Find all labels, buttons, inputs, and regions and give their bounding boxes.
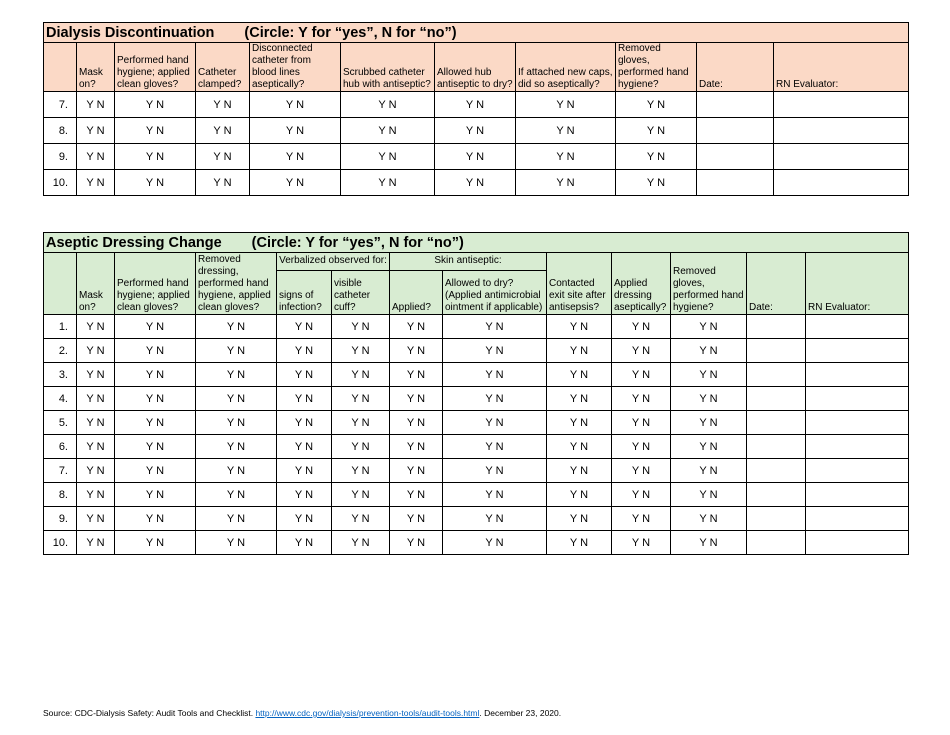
- aseptic-dressing-change-table: [43, 232, 909, 555]
- yes-no-cell[interactable]: Y N: [547, 459, 612, 483]
- yes-no-cell[interactable]: Y N: [341, 118, 435, 144]
- table-row: [44, 507, 909, 531]
- dressing-header-dry: Allowed to dry? (Applied antimicrobial ointment if applicable): [443, 271, 547, 315]
- row-number: 7.: [44, 92, 77, 118]
- yes-no-cell[interactable]: Y N: [277, 507, 332, 531]
- yes-no-cell[interactable]: Y N: [77, 118, 115, 144]
- yes-no-cell[interactable]: Y N: [77, 531, 115, 555]
- yes-no-cell[interactable]: Y N: [277, 363, 332, 387]
- discontinuation-header-4: Disconnected catheter from blood lines aseptically?: [250, 43, 341, 92]
- yes-no-cell[interactable]: Y N: [671, 363, 747, 387]
- yes-no-cell[interactable]: Y N: [115, 339, 196, 363]
- blank-cell[interactable]: [697, 144, 774, 170]
- yes-no-cell[interactable]: Y N: [77, 483, 115, 507]
- blank-cell[interactable]: [747, 531, 806, 555]
- blank-cell[interactable]: [747, 363, 806, 387]
- yes-no-cell[interactable]: Y N: [616, 118, 697, 144]
- yes-no-cell[interactable]: Y N: [671, 459, 747, 483]
- yes-no-cell[interactable]: Y N: [547, 411, 612, 435]
- yes-no-cell[interactable]: Y N: [115, 483, 196, 507]
- dressing-title: Aseptic Dressing Change: [46, 234, 222, 251]
- yes-no-cell[interactable]: Y N: [77, 387, 115, 411]
- blank-cell[interactable]: [747, 315, 806, 339]
- row-number: 7.: [44, 459, 77, 483]
- yes-no-cell[interactable]: Y N: [435, 144, 516, 170]
- discontinuation-header-2: Performed hand hygiene; applied clean gloves?: [115, 43, 196, 92]
- table-row: [44, 170, 909, 196]
- yes-no-cell[interactable]: Y N: [612, 363, 671, 387]
- yes-no-cell[interactable]: Y N: [115, 144, 196, 170]
- yes-no-cell[interactable]: Y N: [390, 315, 443, 339]
- blank-cell[interactable]: [806, 531, 909, 555]
- dressing-header-gloves: Removed gloves, performed hand hygiene?: [671, 253, 747, 315]
- yes-no-cell[interactable]: Y N: [547, 435, 612, 459]
- table-row: [44, 363, 909, 387]
- yes-no-cell[interactable]: Y N: [547, 507, 612, 531]
- yes-no-cell[interactable]: Y N: [671, 339, 747, 363]
- yes-no-cell[interactable]: Y N: [390, 507, 443, 531]
- yes-no-cell[interactable]: Y N: [277, 315, 332, 339]
- blank-cell[interactable]: [806, 387, 909, 411]
- yes-no-cell[interactable]: Y N: [250, 92, 341, 118]
- discontinuation-header-7: If attached new caps, did so aseptically?: [516, 43, 616, 92]
- yes-no-cell[interactable]: Y N: [671, 315, 747, 339]
- table-row: [44, 144, 909, 170]
- blank-cell[interactable]: [747, 507, 806, 531]
- blank-cell[interactable]: [697, 118, 774, 144]
- discontinuation-header-1: Mask on?: [77, 43, 115, 92]
- row-number: 8.: [44, 118, 77, 144]
- dressing-header-rn: RN Evaluator:: [806, 253, 909, 315]
- yes-no-cell[interactable]: Y N: [115, 507, 196, 531]
- yes-no-cell[interactable]: Y N: [671, 435, 747, 459]
- yes-no-cell[interactable]: Y N: [671, 387, 747, 411]
- row-number: 2.: [44, 339, 77, 363]
- yes-no-cell[interactable]: Y N: [612, 483, 671, 507]
- yes-no-cell[interactable]: Y N: [77, 170, 115, 196]
- yes-no-cell[interactable]: Y N: [443, 411, 547, 435]
- yes-no-cell[interactable]: Y N: [390, 531, 443, 555]
- yes-no-cell[interactable]: Y N: [277, 459, 332, 483]
- blank-cell[interactable]: [774, 144, 909, 170]
- yes-no-cell[interactable]: Y N: [196, 483, 277, 507]
- discontinuation-header-8: Removed gloves, performed hand hygiene?: [616, 43, 697, 92]
- blank-cell[interactable]: [774, 118, 909, 144]
- blank-cell[interactable]: [747, 435, 806, 459]
- yes-no-cell[interactable]: Y N: [77, 144, 115, 170]
- row-number: 6.: [44, 435, 77, 459]
- blank-cell[interactable]: [697, 170, 774, 196]
- row-number: 1.: [44, 315, 77, 339]
- yes-no-cell[interactable]: Y N: [612, 507, 671, 531]
- yes-no-cell[interactable]: Y N: [443, 363, 547, 387]
- dressing-header-aseptic: Applied dressing aseptically?: [612, 253, 671, 315]
- dialysis-discontinuation-table: [43, 22, 909, 196]
- yes-no-cell[interactable]: Y N: [115, 118, 196, 144]
- yes-no-cell[interactable]: Y N: [196, 435, 277, 459]
- yes-no-cell[interactable]: Y N: [547, 531, 612, 555]
- blank-cell[interactable]: [806, 315, 909, 339]
- dressing-header-mask: Mask on?: [77, 253, 115, 315]
- yes-no-cell[interactable]: Y N: [115, 531, 196, 555]
- yes-no-cell[interactable]: Y N: [196, 363, 277, 387]
- yes-no-cell[interactable]: Y N: [390, 483, 443, 507]
- yes-no-cell[interactable]: Y N: [196, 411, 277, 435]
- yes-no-cell[interactable]: Y N: [341, 170, 435, 196]
- yes-no-cell[interactable]: Y N: [332, 315, 390, 339]
- yes-no-cell[interactable]: Y N: [390, 339, 443, 363]
- yes-no-cell[interactable]: Y N: [332, 387, 390, 411]
- yes-no-cell[interactable]: Y N: [547, 363, 612, 387]
- yes-no-cell[interactable]: Y N: [516, 170, 616, 196]
- yes-no-cell[interactable]: Y N: [547, 387, 612, 411]
- dressing-header-hygiene: Performed hand hygiene; applied clean gloves?: [115, 253, 196, 315]
- yes-no-cell[interactable]: Y N: [612, 459, 671, 483]
- row-number: 5.: [44, 411, 77, 435]
- yes-no-cell[interactable]: Y N: [332, 459, 390, 483]
- yes-no-cell[interactable]: Y N: [671, 507, 747, 531]
- discontinuation-header-10: RN Evaluator:: [774, 43, 909, 92]
- yes-no-cell[interactable]: Y N: [443, 531, 547, 555]
- yes-no-cell[interactable]: Y N: [277, 387, 332, 411]
- row-number: 9.: [44, 144, 77, 170]
- yes-no-cell[interactable]: Y N: [443, 339, 547, 363]
- yes-no-cell[interactable]: Y N: [77, 459, 115, 483]
- discontinuation-header-5: Scrubbed catheter hub with antiseptic?: [341, 43, 435, 92]
- source-footer: [43, 708, 561, 718]
- dressing-header-removed: Removed dressing, performed hand hygiene, applied clean gloves?: [196, 253, 277, 315]
- yes-no-cell[interactable]: Y N: [516, 92, 616, 118]
- dressing-subtitle: (Circle: Y for “yes”, N for “no”): [251, 234, 464, 251]
- yes-no-cell[interactable]: Y N: [443, 435, 547, 459]
- blank-cell[interactable]: [806, 435, 909, 459]
- yes-no-cell[interactable]: Y N: [196, 92, 250, 118]
- blank-cell[interactable]: [697, 92, 774, 118]
- row-number: 9.: [44, 507, 77, 531]
- yes-no-cell[interactable]: Y N: [612, 435, 671, 459]
- dressing-header-cuff: visible catheter cuff?: [332, 271, 390, 315]
- yes-no-cell[interactable]: Y N: [435, 118, 516, 144]
- row-number: 4.: [44, 387, 77, 411]
- yes-no-cell[interactable]: Y N: [115, 92, 196, 118]
- blank-cell[interactable]: [806, 363, 909, 387]
- row-number: 10.: [44, 170, 77, 196]
- discontinuation-title: Dialysis Discontinuation: [46, 24, 215, 41]
- yes-no-cell[interactable]: Y N: [77, 339, 115, 363]
- dressing-header-verbalized: Verbalized observed for:: [277, 253, 390, 271]
- table-row: [44, 459, 909, 483]
- blank-cell[interactable]: [747, 387, 806, 411]
- yes-no-cell[interactable]: Y N: [332, 339, 390, 363]
- yes-no-cell[interactable]: Y N: [616, 144, 697, 170]
- yes-no-cell[interactable]: Y N: [196, 144, 250, 170]
- footer-prefix: Source: CDC-Dialysis Safety: Audit Tools and Checklist.: [43, 708, 256, 718]
- yes-no-cell[interactable]: Y N: [390, 435, 443, 459]
- table-row: [44, 411, 909, 435]
- yes-no-cell[interactable]: Y N: [77, 315, 115, 339]
- row-number: 3.: [44, 363, 77, 387]
- yes-no-cell[interactable]: Y N: [612, 339, 671, 363]
- yes-no-cell[interactable]: Y N: [435, 170, 516, 196]
- yes-no-cell[interactable]: Y N: [612, 315, 671, 339]
- yes-no-cell[interactable]: Y N: [115, 411, 196, 435]
- blank-cell[interactable]: [747, 483, 806, 507]
- dressing-header-signs: signs of infection?: [277, 271, 332, 315]
- yes-no-cell[interactable]: Y N: [443, 315, 547, 339]
- yes-no-cell[interactable]: Y N: [196, 170, 250, 196]
- yes-no-cell[interactable]: Y N: [443, 483, 547, 507]
- yes-no-cell[interactable]: Y N: [277, 531, 332, 555]
- yes-no-cell[interactable]: Y N: [390, 387, 443, 411]
- yes-no-cell[interactable]: Y N: [115, 170, 196, 196]
- table-row: [44, 435, 909, 459]
- dressing-header-exit: Contacted exit site after antisepsis?: [547, 253, 612, 315]
- yes-no-cell[interactable]: Y N: [196, 531, 277, 555]
- yes-no-cell[interactable]: Y N: [115, 459, 196, 483]
- yes-no-cell[interactable]: Y N: [443, 507, 547, 531]
- yes-no-cell[interactable]: Y N: [277, 411, 332, 435]
- blank-cell[interactable]: [747, 411, 806, 435]
- blank-cell[interactable]: [806, 339, 909, 363]
- discontinuation-header-3: Catheter clamped?: [196, 43, 250, 92]
- yes-no-cell[interactable]: Y N: [390, 459, 443, 483]
- blank-cell[interactable]: [747, 459, 806, 483]
- yes-no-cell[interactable]: Y N: [277, 339, 332, 363]
- blank-cell[interactable]: [774, 92, 909, 118]
- blank-cell[interactable]: [806, 459, 909, 483]
- footer-link[interactable]: http://www.cdc.gov/dialysis/prevention-tools/audit-tools.html: [255, 708, 480, 718]
- yes-no-cell[interactable]: Y N: [443, 387, 547, 411]
- yes-no-cell[interactable]: Y N: [115, 387, 196, 411]
- yes-no-cell[interactable]: Y N: [196, 339, 277, 363]
- yes-no-cell[interactable]: Y N: [332, 483, 390, 507]
- discontinuation-header-row: [44, 43, 909, 92]
- yes-no-cell[interactable]: Y N: [332, 411, 390, 435]
- yes-no-cell[interactable]: Y N: [332, 531, 390, 555]
- yes-no-cell[interactable]: Y N: [612, 531, 671, 555]
- footer-suffix: . December 23, 2020.: [479, 708, 562, 718]
- yes-no-cell[interactable]: Y N: [547, 339, 612, 363]
- dressing-header-date: Date:: [747, 253, 806, 315]
- dressing-header-skin-antiseptic: Skin antiseptic:: [390, 253, 547, 271]
- yes-no-cell[interactable]: Y N: [277, 483, 332, 507]
- yes-no-cell[interactable]: Y N: [443, 459, 547, 483]
- yes-no-cell[interactable]: Y N: [616, 92, 697, 118]
- dressing-title-cell: [44, 233, 909, 253]
- dressing-header-applied: Applied?: [390, 271, 443, 315]
- yes-no-cell[interactable]: Y N: [332, 507, 390, 531]
- yes-no-cell[interactable]: Y N: [77, 507, 115, 531]
- yes-no-cell[interactable]: Y N: [516, 118, 616, 144]
- yes-no-cell[interactable]: Y N: [516, 144, 616, 170]
- table-row: [44, 92, 909, 118]
- yes-no-cell[interactable]: Y N: [332, 435, 390, 459]
- yes-no-cell[interactable]: Y N: [612, 411, 671, 435]
- yes-no-cell[interactable]: Y N: [196, 118, 250, 144]
- yes-no-cell[interactable]: Y N: [196, 387, 277, 411]
- yes-no-cell[interactable]: Y N: [341, 144, 435, 170]
- yes-no-cell[interactable]: Y N: [671, 483, 747, 507]
- yes-no-cell[interactable]: Y N: [196, 507, 277, 531]
- blank-cell[interactable]: [747, 339, 806, 363]
- yes-no-cell[interactable]: Y N: [616, 170, 697, 196]
- yes-no-cell[interactable]: Y N: [612, 387, 671, 411]
- yes-no-cell[interactable]: Y N: [77, 435, 115, 459]
- yes-no-cell[interactable]: Y N: [115, 315, 196, 339]
- yes-no-cell[interactable]: Y N: [250, 118, 341, 144]
- dressing-header-num: [44, 253, 77, 315]
- table-row: [44, 315, 909, 339]
- yes-no-cell[interactable]: Y N: [390, 363, 443, 387]
- blank-cell[interactable]: [806, 483, 909, 507]
- yes-no-cell[interactable]: Y N: [671, 531, 747, 555]
- table-row: [44, 339, 909, 363]
- discontinuation-title-cell: [44, 23, 909, 43]
- discontinuation-header-9: Date:: [697, 43, 774, 92]
- yes-no-cell[interactable]: Y N: [250, 170, 341, 196]
- row-number: 10.: [44, 531, 77, 555]
- yes-no-cell[interactable]: Y N: [115, 363, 196, 387]
- yes-no-cell[interactable]: Y N: [435, 92, 516, 118]
- yes-no-cell[interactable]: Y N: [77, 363, 115, 387]
- yes-no-cell[interactable]: Y N: [390, 411, 443, 435]
- table-row: [44, 118, 909, 144]
- yes-no-cell[interactable]: Y N: [332, 363, 390, 387]
- row-number: 8.: [44, 483, 77, 507]
- table-row: [44, 531, 909, 555]
- discontinuation-header-0: [44, 43, 77, 92]
- blank-cell[interactable]: [774, 170, 909, 196]
- yes-no-cell[interactable]: Y N: [77, 92, 115, 118]
- yes-no-cell[interactable]: Y N: [196, 315, 277, 339]
- dressing-header-row-1: [44, 253, 909, 271]
- discontinuation-subtitle: (Circle: Y for “yes”, N for “no”): [244, 24, 457, 41]
- table-row: [44, 483, 909, 507]
- blank-cell[interactable]: [806, 507, 909, 531]
- yes-no-cell[interactable]: Y N: [547, 315, 612, 339]
- yes-no-cell[interactable]: Y N: [77, 411, 115, 435]
- yes-no-cell[interactable]: Y N: [115, 435, 196, 459]
- yes-no-cell[interactable]: Y N: [671, 411, 747, 435]
- discontinuation-header-6: Allowed hub antiseptic to dry?: [435, 43, 516, 92]
- yes-no-cell[interactable]: Y N: [250, 144, 341, 170]
- yes-no-cell[interactable]: Y N: [341, 92, 435, 118]
- blank-cell[interactable]: [806, 411, 909, 435]
- yes-no-cell[interactable]: Y N: [277, 435, 332, 459]
- yes-no-cell[interactable]: Y N: [547, 483, 612, 507]
- yes-no-cell[interactable]: Y N: [196, 459, 277, 483]
- table-row: [44, 387, 909, 411]
